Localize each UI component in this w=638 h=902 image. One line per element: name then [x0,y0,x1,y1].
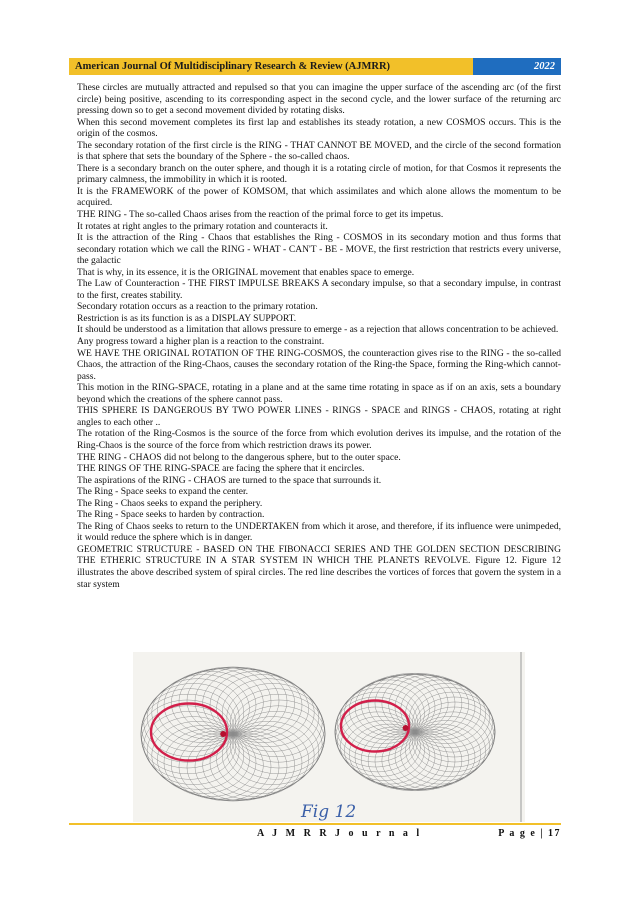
paragraph: The aspirations of the RING - CHAOS are turned to the space that surrounds it. [77,474,382,486]
paragraph: THE RING - The so-called Chaos arises from the reaction of the primal force to get its impetus. [77,209,444,221]
paragraph: There is a secondary branch on the outer sphere, and though it is a rotating circle of motion, for that Cosmos it represents the primary calmness, the immobility in which it is rooted. [77,162,561,186]
paragraph: THE RINGS OF THE RING-SPACE are facing the sphere that it encircles. [77,463,365,475]
paragraph: WE HAVE THE ORIGINAL ROTATION OF THE RING-COSMOS, the counteraction gives rise to the RING - the so-called Chaos, the attraction of the Ring-Chaos, causes the secondary rotation of the Ring-the Space, forming the Ring-which cannot-pass. [77,347,561,382]
paragraph: It is the FRAMEWORK of the power of KOMSOM, that which assimilates and which alone allows the momentum to be acquired. [77,185,561,209]
paragraph: The Ring - Space seeks to expand the center. [77,486,248,498]
figure-handwritten-label: Fig 12 [301,802,357,822]
paragraph: THIS SPHERE IS DANGEROUS BY TWO POWER LINES - RINGS - SPACE and RINGS - CHAOS, rotating at right angles to each other .. [77,405,561,428]
journal-header [69,58,561,75]
paragraph: GEOMETRIC STRUCTURE - BASED ON THE FIBONACCI SERIES AND THE GOLDEN SECTION DESCRIBING THE ETHERIC STRUCTURE IN A STAR SYSTEM IN WHICH THE PLANETS REVOLVE. Figure 12. Figure 12 illustrates the above described system of spiral circles. The red line describes the vortices of forces that govern the system in a star system [77,543,561,590]
paragraph: These circles are mutually attracted and repulsed so that you can imagine the upper surface of the ascending arc (of the first circle) being positive, ascending to its corresponding aspect in the second cycle, and the lower surface of the returning arc pressing down so to get a second movement divided by rotating disks. [77,82,561,117]
paragraph: The Law of Counteraction - THE FIRST IMPULSE BREAKS A secondary impulse, so that a secondary impulse, in contrast to the first, creates stability. [77,278,561,301]
paragraph: Secondary rotation occurs as a reaction to the primary rotation. [77,301,318,313]
footer-journal: A J M R R J o u r n a l [257,828,423,839]
journal-year: 2022 [473,58,561,75]
figure-12 [133,652,525,822]
paragraph: It rotates at right angles to the primary rotation and counteracts it. [77,220,328,232]
paragraph: The rotation of the Ring-Cosmos is the source of the force from which evolution derives its impulse, and the rotation of the Ring-Chaos is the source of the force from which restriction draws its power. [77,428,561,451]
article-body [77,82,561,590]
paragraph: THE RING - CHAOS did not belong to the dangerous sphere, but to the outer space. [77,451,401,463]
footer-divider [69,823,561,825]
journal-title: American Journal Of Multidisciplinary Research & Review (AJMRR) [69,58,473,75]
paragraph: Restriction is as its function is as a DISPLAY SUPPORT. [77,312,297,324]
paragraph: It should be understood as a limitation that allows pressure to emerge - as a rejection that allows concentration to be achieved. [77,324,559,336]
spiral-circles-drawing [133,652,525,822]
paragraph: That is why, in its essence, it is the ORIGINAL movement that enables space to emerge. [77,266,415,278]
footer-page-number: P a g e | 17 [498,828,561,839]
paragraph: It is the attraction of the Ring - Chaos that establishes the Ring - COSMOS in its secondary motion and thus forms that secondary rotation which we call the RING - WHAT - CAN'T - BE - MOVE, the first restriction that restricts every universe, the galactic [77,232,561,267]
paragraph: The Ring - Chaos seeks to expand the periphery. [77,497,263,509]
paragraph: When this second movement completes its first lap and establishes its steady rotation, a new COSMOS occurs. This is the origin of the cosmos. [77,116,561,140]
paragraph: The secondary rotation of the first circle is the RING - THAT CANNOT BE MOVED, and the circle of the second formation is that sphere that sets the boundary of the Sphere - the so-called chaos. [77,139,561,163]
paragraph: The Ring of Chaos seeks to return to the UNDERTAKEN from which it arose, and therefore, if its influence were unimpeded, it would reduce the sphere which is in danger. [77,520,561,544]
paragraph: This motion in the RING-SPACE, rotating in a plane and at the same time rotating in space as if on an axis, sets a boundary beyond which the creations of the sphere cannot pass. [77,382,561,405]
paragraph: Any progress toward a higher plan is a reaction to the constraint. [77,336,325,348]
paragraph: The Ring - Space seeks to harden by contraction. [77,509,265,521]
